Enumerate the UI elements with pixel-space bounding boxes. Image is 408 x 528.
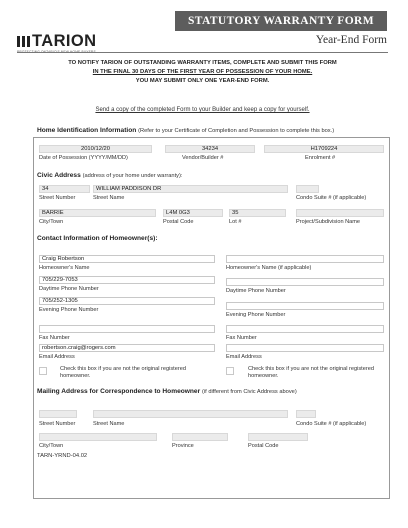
home-identification-title [37,127,334,134]
instruction-line-2: IN THE FINAL 30 DAYS OF THE FIRST YEAR OF POSSESSION OF YOUR HOME. [92,69,313,75]
civic-street-number-label: Street Number [39,195,76,201]
civic-postal-code-label: Postal Code [163,219,194,225]
mailing-city-label: City/Town [39,443,64,449]
mailing-postal-code-label: Postal Code [248,443,279,449]
evening-phone-2-label: Evening Phone Number [226,312,286,318]
civic-condo-suite-label: Condo Suite # (if applicable) [296,195,367,201]
not-original-owner-text: Check this box if you are not the original registered homeowner. [60,366,186,379]
fax-label: Fax Number [39,335,70,341]
mailing-street-name-field[interactable] [93,410,288,418]
daytime-phone-field[interactable]: 705/229-7053 [39,276,215,284]
daytime-phone-label: Daytime Phone Number [39,286,99,292]
vendor-builder-field[interactable]: 34234 [165,145,255,153]
date-of-possession-field[interactable]: 2010/12/20 [39,145,152,153]
email-2-label: Email Address [226,354,262,360]
evening-phone-field[interactable]: 705/252-1305 [39,297,215,305]
civic-project-field[interactable] [296,209,384,217]
civic-project-label: Project/Subdivision Name [296,219,361,225]
not-original-owner-2-text: Check this box if you are not the original registered homeowner. [248,366,374,379]
instruction-line-3: YOU MAY SUBMIT ONLY ONE YEAR-END FORM. [135,78,270,84]
enrolment-label: Enrolment # [305,155,336,161]
mailing-condo-suite-field[interactable] [296,410,316,418]
email-field[interactable]: robertson.craig@rogers.com [39,344,215,352]
mailing-province-field[interactable] [172,433,228,441]
not-original-owner-2-checkbox[interactable] [226,367,234,375]
daytime-phone-2-field[interactable] [226,278,384,286]
civic-street-name-label: Street Name [93,195,125,201]
fax-field[interactable] [39,325,215,333]
form-code: TARN-YRND-04.02 [37,453,88,459]
mailing-street-number-label: Street Number [39,421,76,427]
civic-address-note: (address of your home under warranty): [82,173,183,179]
civic-lot-label: Lot # [229,219,242,225]
form-title: STATUTORY WARRANTY FORM [175,11,387,31]
civic-street-number-field[interactable]: 34 [39,185,90,193]
email-2-field[interactable] [226,344,384,352]
enrolment-field[interactable]: H1709224 [264,145,384,153]
homeowner-2-name-field[interactable] [226,255,384,263]
instruction-line-1: TO NOTIFY TARION OF OUTSTANDING WARRANTY ITEMS, COMPLETE AND SUBMIT THIS FORM [68,60,337,66]
evening-phone-2-field[interactable] [226,302,384,310]
mailing-street-number-field[interactable] [39,410,77,418]
mailing-address-heading: Mailing Address for Correspondence to Homeowner [37,388,201,395]
civic-city-label: City/Town [39,219,64,225]
header-divider [17,52,388,53]
contact-info-title: Contact Information of Homeowner(s): [37,235,158,242]
civic-address-title [37,172,182,179]
homeowner-name-field[interactable]: Craig Robertson [39,255,215,263]
daytime-phone-2-label: Daytime Phone Number [226,288,286,294]
civic-street-name-field[interactable]: WILLIAM PADDISON DR [93,185,288,193]
civic-lot-field[interactable]: 35 [229,209,286,217]
send-copy-note: Send a copy of the completed Form to your Builder and keep a copy for yourself. [95,107,310,113]
mailing-address-title [37,388,297,395]
fax-2-label: Fax Number [226,335,257,341]
mailing-city-field[interactable] [39,433,157,441]
civic-condo-suite-field[interactable] [296,185,319,193]
tarion-logo-icon [17,36,30,47]
mailing-street-name-label: Street Name [93,421,125,427]
mailing-postal-code-field[interactable] [248,433,308,441]
home-identification-heading: Home Identification Information [37,127,137,134]
form-subtitle: Year-End Form [315,34,387,46]
mailing-province-label: Province [172,443,194,449]
mailing-condo-suite-label: Condo Suite # (if applicable) [296,421,367,427]
civic-city-field[interactable]: BARRIE [39,209,156,217]
not-original-owner-checkbox[interactable] [39,367,47,375]
evening-phone-label: Evening Phone Number [39,307,99,313]
mailing-address-note: (if different from Civic Address above) [202,389,297,395]
tarion-logo-text: TARION [32,32,97,50]
civic-address-heading: Civic Address [37,172,81,179]
vendor-builder-label: Vendor/Builder # [182,155,224,161]
date-of-possession-label: Date of Possession (YYYY/MM/DD) [39,155,128,161]
homeowner-2-name-label: Homeowner's Name (if applicable) [226,265,312,271]
email-label: Email Address [39,354,75,360]
home-identification-note: (Refer to your Certificate of Completion and Possession to complete this box.) [138,128,335,134]
civic-postal-code-field[interactable]: L4M 0G3 [163,209,223,217]
homeowner-name-label: Homeowner's Name [39,265,90,271]
fax-2-field[interactable] [226,325,384,333]
